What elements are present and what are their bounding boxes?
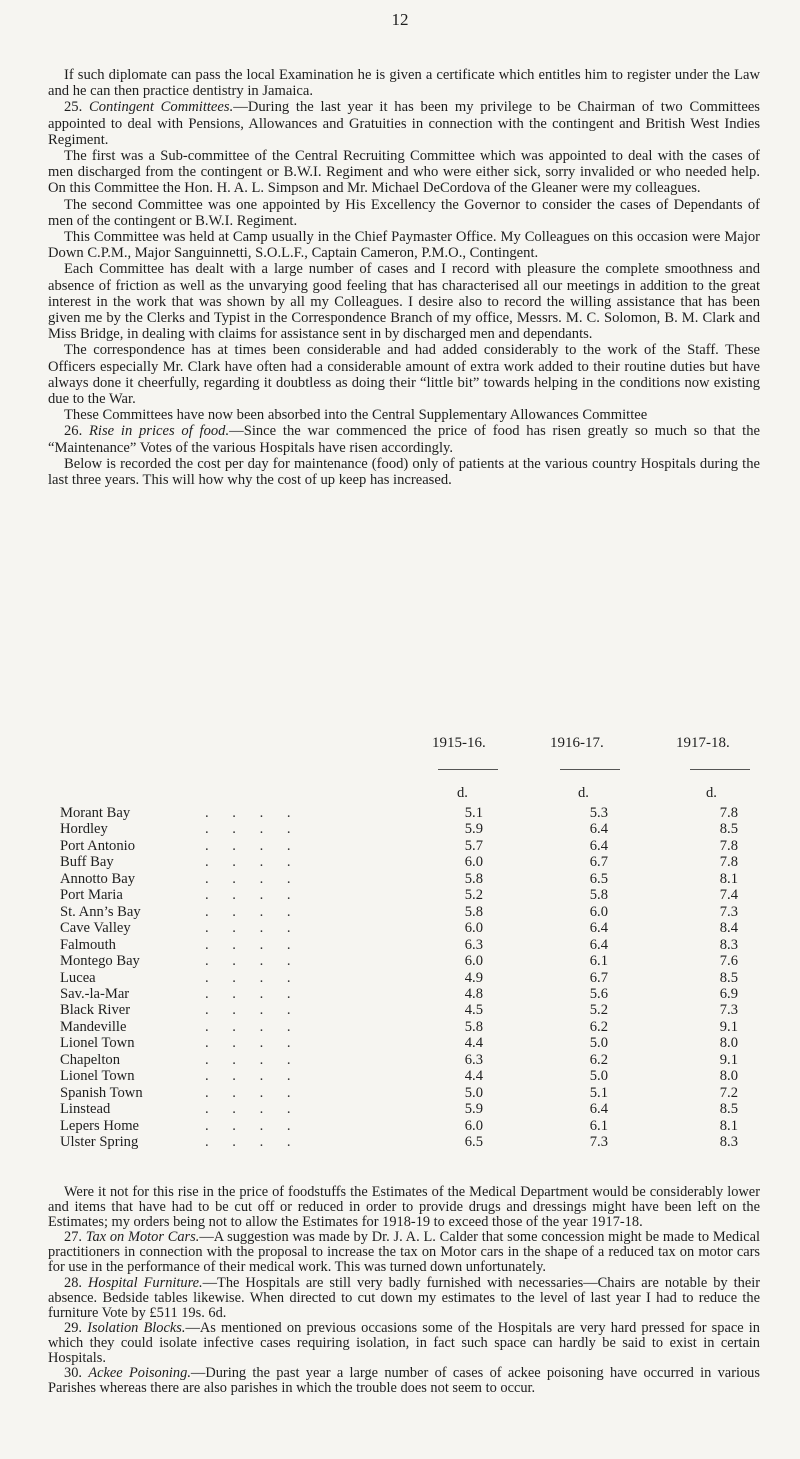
paragraph-each-committee: Each Committee has dealt with a large number of cases and I record with pleasure the complete smoothness and absence of friction as well as the unvarying good feeling that has characterised all our meetings in addition to the great interest in the work that was shown by all my Colleagues. I desire also to record the willing assistance that has been given me by the Clerks and Typist in the Correspondence Branch of my office, Messrs. M. C. Solomon, B. M. Clark and Miss Bridge, in dealing with claims for assistance sent in by discharged men and dependants. (48, 261, 760, 343)
hospital-name: Port Antonio (60, 837, 136, 854)
cost-value-1916-17: 5.8 (589, 887, 608, 904)
paragraph-27-body: —A suggestion was made by Dr. J. A. L. Calder that some concession might be made to Medical practitioners in connection with the proposal to increase the tax on Motor cars in the shape of a reduced tax on motor cars for use in the performance of their medical work. This was turned down unfortunately. (48, 1229, 760, 1276)
column-rule-1 (438, 769, 498, 770)
cost-value-1915-16: 4.4 (464, 1035, 483, 1052)
paragraph-30 (48, 1366, 760, 1396)
cost-value-1917-18: 8.5 (719, 969, 738, 986)
paragraph-correspondence: The correspondence has at times been considerable and had added considerably to the work of the Staff. These Officers especially Mr. Clark have often had a considerable amount of extra work added to their routine duties but have always done it cheerfully, regarding it doubtless as doing their “little bit” towards helping in the conditions now existing due to the War. (48, 342, 760, 408)
hospital-name: Falmouth (60, 936, 116, 953)
cost-value-1915-16: 6.5 (464, 1134, 483, 1150)
cost-value-1915-16: 5.9 (464, 1101, 483, 1118)
cost-value-1917-18: 8.1 (719, 870, 738, 887)
cost-value-1917-18: 8.0 (719, 1035, 738, 1052)
cost-value-1915-16: 6.3 (464, 1051, 483, 1068)
cost-value-1915-16: 5.7 (464, 837, 483, 854)
table-row (60, 871, 760, 887)
cost-value-1917-18: 8.3 (719, 936, 738, 953)
cost-value-1916-17: 6.2 (589, 1018, 608, 1035)
paragraph-28-number: 28. (64, 1274, 82, 1291)
paragraph-were-it-not: Were it not for this rise in the price of foodstuffs the Estimates of the Medical Department would be considerably lower and items that have had to be cut off or reduced in order to provide drugs and dressings might have been left on the Estimates; my orders being not to allow the Estimates for 1918-19 to exceed those of the year 1917-18. (48, 1184, 760, 1231)
cost-value-1916-17: 6.0 (589, 903, 608, 920)
cost-value-1916-17: 6.7 (589, 969, 608, 986)
paragraph-26-body: —Since the war commenced the price of food has risen greatly so much so that the “Maintenance” Votes of the various Hospitals have risen accordingly. (48, 423, 760, 456)
cost-value-1917-18: 7.8 (719, 805, 738, 821)
leader-dots: . . . . (205, 854, 301, 871)
leader-dots: . . . . (205, 985, 301, 1002)
leader-dots: . . . . (205, 1117, 301, 1134)
year-header-1917: 1917-18. (676, 735, 730, 751)
table-row (60, 1052, 760, 1068)
leader-dots: . . . . (205, 936, 301, 953)
leader-dots: . . . . (205, 1101, 301, 1118)
hospital-name: Morant Bay (60, 805, 131, 821)
cost-value-1916-17: 5.1 (589, 1084, 608, 1101)
hospital-name: Annotto Bay (60, 870, 135, 887)
cost-value-1915-16: 5.8 (464, 1018, 483, 1035)
leader-dots: . . . . (205, 1051, 301, 1068)
cost-value-1917-18: 8.4 (719, 920, 738, 937)
table-row (60, 1085, 760, 1101)
table-row (60, 838, 760, 854)
unit-label-2: d. (578, 785, 589, 801)
cost-value-1915-16: 4.9 (464, 969, 483, 986)
unit-label-1: d. (457, 785, 468, 801)
hospital-name: Cave Valley (60, 920, 131, 937)
cost-value-1917-18: 8.1 (719, 1117, 738, 1134)
table-row (60, 1002, 760, 1018)
cost-value-1916-17: 5.3 (589, 805, 608, 821)
cost-value-1915-16: 6.0 (464, 1117, 483, 1134)
cost-value-1915-16: 5.8 (464, 870, 483, 887)
paragraph-below: Below is recorded the cost per day for maintenance (food) only of patients at the various country Hospitals during the last three years. This will how why the cost of up keep has increased. (48, 455, 760, 489)
hospital-name: Sav.-la-Mar (60, 985, 130, 1002)
cost-value-1917-18: 9.1 (719, 1051, 738, 1068)
cost-value-1916-17: 6.4 (589, 1101, 608, 1118)
hospital-name: Lionel Town (60, 1035, 135, 1052)
paragraph-25-number: 25. (64, 99, 83, 116)
leader-dots: . . . . (205, 969, 301, 986)
paragraph-30-number: 30. (64, 1365, 82, 1382)
table-row (60, 986, 760, 1002)
cost-value-1915-16: 6.0 (464, 953, 483, 970)
leader-dots: . . . . (205, 953, 301, 970)
paragraph-28-heading: Hospital Furniture. (88, 1274, 203, 1291)
table-row (60, 1134, 760, 1150)
cost-value-1916-17: 6.4 (589, 837, 608, 854)
hospital-name: Hordley (60, 821, 108, 838)
hospital-name: St. Ann’s Bay (60, 903, 141, 920)
hospital-name: Port Maria (60, 887, 123, 904)
paragraph-27-number: 27. (64, 1229, 82, 1246)
cost-value-1916-17: 5.6 (589, 985, 608, 1002)
table-row (60, 887, 760, 903)
closing-section (48, 1185, 760, 1396)
leader-dots: . . . . (205, 870, 301, 887)
table-row (60, 805, 760, 821)
leader-dots: . . . . (205, 821, 301, 838)
cost-value-1915-16: 5.0 (464, 1084, 483, 1101)
paragraph-28 (48, 1276, 760, 1321)
paragraph-25-heading: Contingent Committees. (89, 99, 234, 116)
table-row (60, 1019, 760, 1035)
hospital-name: Spanish Town (60, 1084, 143, 1101)
cost-value-1916-17: 6.1 (589, 953, 608, 970)
unit-label-3: d. (706, 785, 717, 801)
paragraph-second-committee: The second Committee was one appointed by His Excellency the Governor to consider the cases of Dependants of men of the contingent or B.W.I. Regiment. (48, 196, 760, 229)
cost-value-1916-17: 6.4 (589, 936, 608, 953)
leader-dots: . . . . (205, 1035, 301, 1052)
table-row (60, 1101, 760, 1117)
table-row (60, 1035, 760, 1051)
cost-value-1915-16: 5.2 (464, 887, 483, 904)
cost-value-1915-16: 6.0 (464, 854, 483, 871)
table-row (60, 854, 760, 870)
paragraph-29-heading: Isolation Blocks. (87, 1319, 186, 1336)
cost-value-1917-18: 8.5 (719, 1101, 738, 1118)
paragraph-30-heading: Ackee Poisoning. (88, 1365, 191, 1382)
paragraph-26-heading: Rise in prices of food. (89, 423, 230, 440)
paragraph-26-number: 26. (64, 423, 83, 440)
year-header-1915: 1915-16. (432, 735, 486, 751)
cost-value-1916-17: 6.1 (589, 1117, 608, 1134)
paragraph-30-body: —During the past year a large number of cases of ackee poisoning have occurred in various Parishes whereas there are also parishes in which the trouble does not seem to occur. (48, 1365, 760, 1397)
paragraph-25 (48, 99, 760, 148)
hospital-name: Linstead (60, 1101, 111, 1118)
cost-value-1915-16: 4.8 (464, 985, 483, 1002)
hospital-name: Chapelton (60, 1051, 120, 1068)
table-row (60, 937, 760, 953)
cost-value-1915-16: 4.4 (464, 1068, 483, 1085)
table-row (60, 953, 760, 969)
leader-dots: . . . . (205, 1084, 301, 1101)
intro-section (48, 67, 760, 488)
column-rule-2 (560, 769, 620, 770)
cost-value-1917-18: 7.2 (719, 1084, 738, 1101)
cost-value-1917-18: 7.6 (719, 953, 738, 970)
paragraph-29-number: 29. (64, 1319, 82, 1336)
paragraph-28-body: —The Hospitals are still very badly furnished with necessaries—Chairs are notable by their absence. Bedside tables likewise. When directed to cut down my estimates to the level of last year I had to reduce the furniture Vote by £511 19s. 6d. (48, 1274, 760, 1321)
paragraph-absorbed: These Committees have now been absorbed into the Central Supplementary Allowances Committee (64, 407, 648, 424)
cost-value-1916-17: 6.7 (589, 854, 608, 871)
leader-dots: . . . . (205, 837, 301, 854)
leader-dots: . . . . (205, 1134, 301, 1150)
cost-value-1915-16: 5.1 (464, 805, 483, 821)
hospital-name: Mandeville (60, 1018, 127, 1035)
table-row (60, 920, 760, 936)
paragraph-27-heading: Tax on Motor Cars. (85, 1229, 200, 1246)
paragraph-first-committee: The first was a Sub-committee of the Central Recruiting Committee which was appointed to deal with the cases of men discharged from the contingent or B.W.I. Regiment and who were either sick, sorry invalided or who needed help. On this Committee the Hon. H. A. L. Simpson and Mr. Michael DeCordova of the Gleaner were my colleagues. (48, 148, 760, 197)
hospital-name: Montego Bay (60, 953, 140, 970)
cost-value-1917-18: 8.0 (719, 1068, 738, 1085)
cost-value-1917-18: 8.5 (719, 821, 738, 838)
cost-value-1917-18: 7.8 (719, 837, 738, 854)
cost-value-1917-18: 7.8 (719, 854, 738, 871)
leader-dots: . . . . (205, 1018, 301, 1035)
leader-dots: . . . . (205, 805, 301, 821)
paragraph-29-body: —As mentioned on previous occasions some of the Hospitals are very hard pressed for space in which they could isolate infective cases requiring isolation, in fact such space can hardly be said to exist in certain Hospitals. (48, 1319, 760, 1367)
leader-dots: . . . . (205, 1068, 301, 1085)
cost-value-1917-18: 7.4 (719, 887, 738, 904)
cost-value-1916-17: 5.0 (589, 1068, 608, 1085)
cost-value-1916-17: 6.5 (589, 870, 608, 887)
cost-value-1915-16: 5.8 (464, 903, 483, 920)
cost-value-1915-16: 4.5 (464, 1002, 483, 1019)
cost-value-1915-16: 6.0 (464, 920, 483, 937)
cost-value-1916-17: 6.2 (589, 1051, 608, 1068)
hospital-name: Black River (60, 1002, 131, 1019)
cost-value-1917-18: 7.3 (719, 903, 738, 920)
hospital-name: Lepers Home (60, 1117, 140, 1134)
cost-value-1916-17: 5.0 (589, 1035, 608, 1052)
table-row (60, 1118, 760, 1134)
cost-value-1916-17: 7.3 (589, 1134, 608, 1150)
paragraph-diplomate: If such diplomate can pass the local Examination he is given a certificate which entitles him to register under the Law and he can then practice dentistry in Jamaica. (48, 67, 760, 100)
leader-dots: . . . . (205, 903, 301, 920)
cost-value-1917-18: 8.3 (719, 1134, 738, 1150)
cost-value-1917-18: 6.9 (719, 985, 738, 1002)
paragraph-29 (48, 1321, 760, 1366)
cost-value-1916-17: 5.2 (589, 1002, 608, 1019)
hospital-name: Lionel Town (60, 1068, 135, 1085)
hospital-name: Buff Bay (60, 854, 114, 871)
table-row (60, 1068, 760, 1084)
cost-value-1917-18: 7.3 (719, 1002, 738, 1019)
paragraph-committee-held: This Committee was held at Camp usually in the Chief Paymaster Office. My Colleagues on this occasion were Major Down C.P.M., Major Sanguinnetti, S.O.L.F., Captain Cameron, P.M.O., Contingent. (48, 229, 760, 262)
table-row (60, 821, 760, 837)
page-number: 12 (391, 10, 409, 29)
table-row (60, 970, 760, 986)
leader-dots: . . . . (205, 920, 301, 937)
column-rule-3 (690, 769, 750, 770)
cost-value-1915-16: 5.9 (464, 821, 483, 838)
paragraph-27 (48, 1230, 760, 1275)
year-header-1916: 1916-17. (550, 735, 604, 751)
leader-dots: . . . . (205, 887, 301, 904)
leader-dots: . . . . (205, 1002, 301, 1019)
paragraph-26 (48, 423, 760, 455)
cost-value-1916-17: 6.4 (589, 920, 608, 937)
cost-value-1916-17: 6.4 (589, 821, 608, 838)
paragraph-25-body: —During the last year it has been my privilege to be Chairman of two Committees appointed to deal with Pensions, Allowances and Gratuities in connection with the contingent and British West Indies Regiment. (48, 99, 760, 148)
hospital-name: Lucea (60, 969, 96, 986)
table-row (60, 904, 760, 920)
hospital-name: Ulster Spring (60, 1134, 139, 1150)
cost-value-1917-18: 9.1 (719, 1018, 738, 1035)
cost-value-1915-16: 6.3 (464, 936, 483, 953)
